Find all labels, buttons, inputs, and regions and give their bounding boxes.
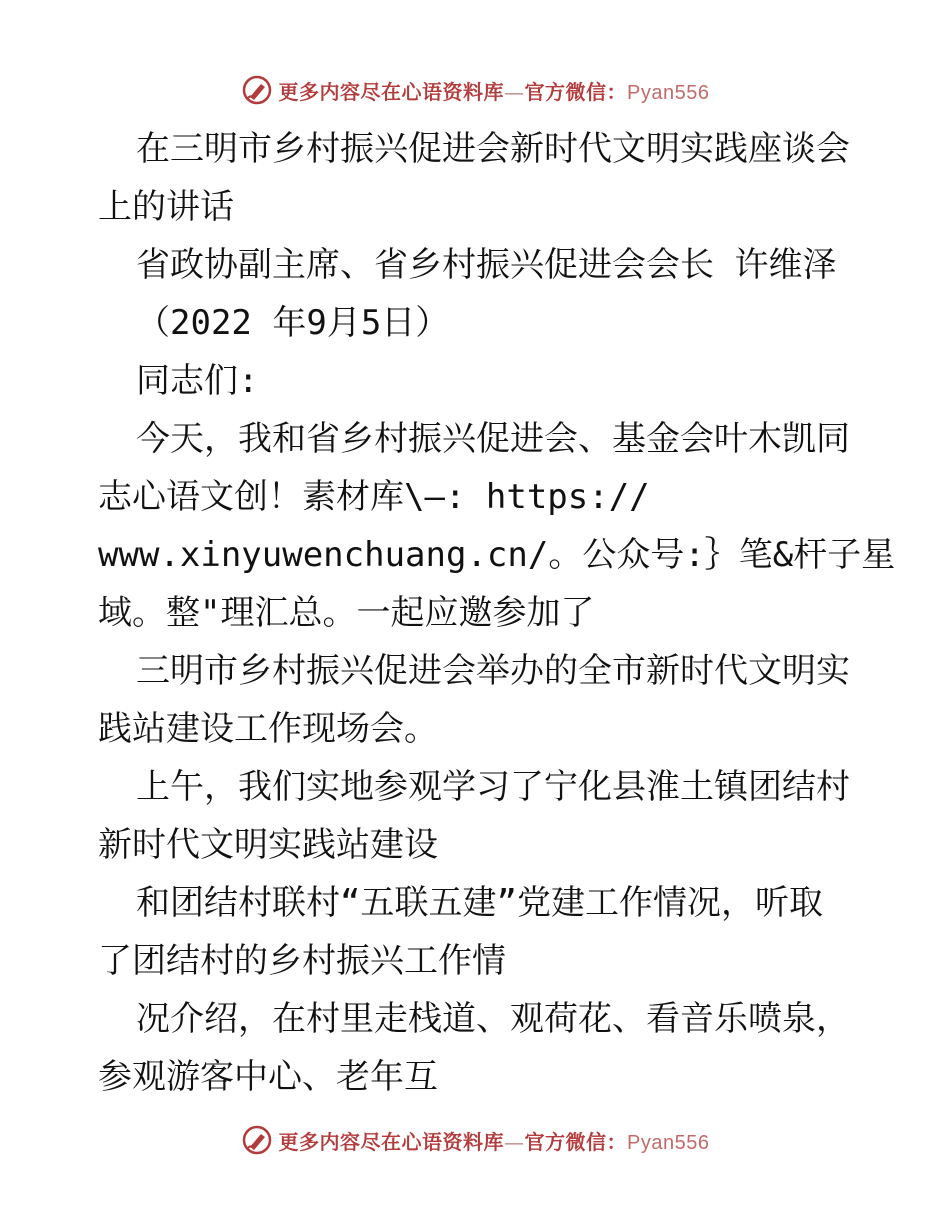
- text-line: 三明市乡村振兴促进会举办的全市新时代文明实: [136, 651, 850, 691]
- footer-separator: —: [504, 1129, 525, 1154]
- text-line: （2022 年9月5日）: [136, 303, 450, 343]
- text-line: 域。整"理汇总。一起应邀参加了: [98, 593, 595, 633]
- footer-banner: [0, 1120, 950, 1160]
- header-part1: 更多内容尽在心语资料库: [278, 79, 505, 104]
- pen-logo-icon: [241, 74, 273, 106]
- header-separator: —: [504, 79, 525, 104]
- pen-logo-icon: [241, 1124, 273, 1156]
- text-line: 新时代文明实践站建设: [98, 825, 438, 865]
- text-line: 省政协副主席、省乡村振兴促进会会长 许维泽: [136, 245, 837, 285]
- text-line: 况介绍，在村里走栈道、观荷花、看音乐喷泉，: [136, 999, 850, 1039]
- text-line: 上的讲话: [98, 187, 234, 227]
- text-line: 在三明市乡村振兴促进会新时代文明实践座谈会: [136, 129, 850, 169]
- text-line: 今天，我和省乡村振兴促进会、基金会叶木凯同: [136, 419, 850, 459]
- document-body: [98, 120, 896, 1106]
- text-line: www.xinyuwenchuang.cn/。公众号:｝笔&杆子星: [98, 535, 896, 575]
- text-line: 践站建设工作现场会。: [98, 709, 438, 749]
- header-text: [279, 76, 710, 105]
- footer-text: [279, 1126, 710, 1155]
- text-line: 了团结村的乡村振兴工作情: [98, 941, 506, 981]
- footer-part2: 官方微信：: [524, 1129, 628, 1154]
- header-part2: 官方微信：: [524, 79, 628, 104]
- footer-account: Pyan556: [627, 1131, 710, 1154]
- text-line: 和团结村联村“五联五建”党建工作情况，听取: [136, 883, 823, 923]
- text-line: 志心语文创！素材库\—: https://: [98, 477, 650, 517]
- header-account: Pyan556: [627, 81, 710, 104]
- footer-part1: 更多内容尽在心语资料库: [278, 1129, 505, 1154]
- header-banner: [0, 70, 950, 110]
- text-line: 参观游客中心、老年互: [98, 1057, 438, 1097]
- text-line: 同志们:: [136, 361, 259, 401]
- text-line: 上午，我们实地参观学习了宁化县淮土镇团结村: [136, 767, 850, 807]
